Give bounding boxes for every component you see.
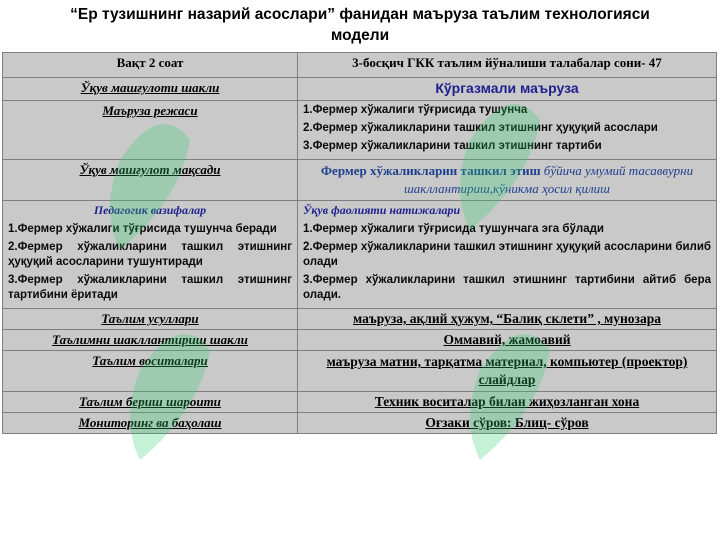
lesson-goal-bold: Фермер хўжаликларин ташкил этиш [320,163,541,178]
table-row [3,101,717,160]
table-row [3,78,717,101]
list-item: 2.Фермер хўжаликларини ташкил этишнинг ҳуқуқий асосларини тушунтиради [8,241,292,268]
teaching-tools-label: Таълим воситалари [3,351,298,392]
lecture-plan-list [298,101,717,160]
learning-outcomes-cell [298,201,717,309]
title-line-1: “Ер тузишнинг назарий асослари” фанидан маъруза таълим технологияси [70,6,650,23]
lesson-form-label: Ўқув машғулоти шакли [3,78,298,101]
table-row [3,413,717,434]
teaching-form-label: Таълимни шакллантириш шакли [3,330,298,351]
lesson-goal-value [298,160,717,201]
lecture-plan-label: Маъруза режаси [3,101,298,160]
list-item: 3.Фермер хўжаликларини ташкил этишнинг тартиби [303,140,602,152]
list-item: 1.Фермер хўжалиги тўғрисида тушунчага эга бўлади [303,223,604,235]
list-item: 3.Фермер хўжаликларини ташкил этишнинг тартибини айтиб бера олади. [303,274,711,301]
table-row [3,309,717,330]
table-row [3,392,717,413]
list-item: 1.Фермер хўжалиги тўғрисида тушунча беради [8,223,277,235]
pedagogical-tasks-cell [3,201,298,309]
table-row [3,160,717,201]
lesson-goal-italic: бўйича умумий тасаввурни шакллантириш,кўникма ҳосил қилиш [403,163,694,196]
stage-cell: 3-босқич ГКК таълим йўналиши талабалар сони- 47 [298,53,717,78]
list-item: 2.Фермер хўжаликларини ташкил этишнинг ҳуқуқий асосларини билиб олади [303,241,711,268]
lesson-goal-label: Ўқув машғулот мақсади [3,160,298,201]
teaching-methods-value: маъруза, ақлий ҳужум, “Балиқ склети” , мунозара [298,309,717,330]
list-item: 2.Фермер хўжаликларини ташкил этишнинг ҳуқуқий асослари [303,122,658,134]
title-line-2: модели [330,27,390,44]
lecture-model-table [2,52,717,434]
page-title [0,4,720,46]
monitoring-value: Оғзаки сўров: Блиц- сўров [298,413,717,434]
teaching-methods-label: Таълим усуллари [3,309,298,330]
table-row [3,53,717,78]
learning-outcomes-heading: Ўқув фаолияти натижалари [303,203,461,217]
table-row [3,330,717,351]
list-item: 3.Фермер хўжаликларини ташкил этишнинг тартибини ёритади [8,274,292,301]
time-cell: Вақт 2 соат [3,53,298,78]
list-item: 1.Фермер хўжалиги тўғрисида тушунча [303,104,528,116]
teaching-conditions-label: Таълим бериш шароити [3,392,298,413]
teaching-form-value: Оммавий, жамоавий [298,330,717,351]
table-row [3,201,717,309]
teaching-conditions-value: Техник воситалар билан жиҳозланган хона [298,392,717,413]
lesson-form-value [298,78,717,101]
pedagogical-tasks-heading: Педагогик вазифалар [93,203,207,217]
teaching-tools-value: маъруза матни, тарқатма материал, компьютер (проектор) слайдлар [298,351,717,392]
monitoring-label: Мониторинг ва баҳолаш [3,413,298,434]
table-row [3,351,717,392]
lesson-form-text: Кўргазмали маъруза [435,80,579,96]
